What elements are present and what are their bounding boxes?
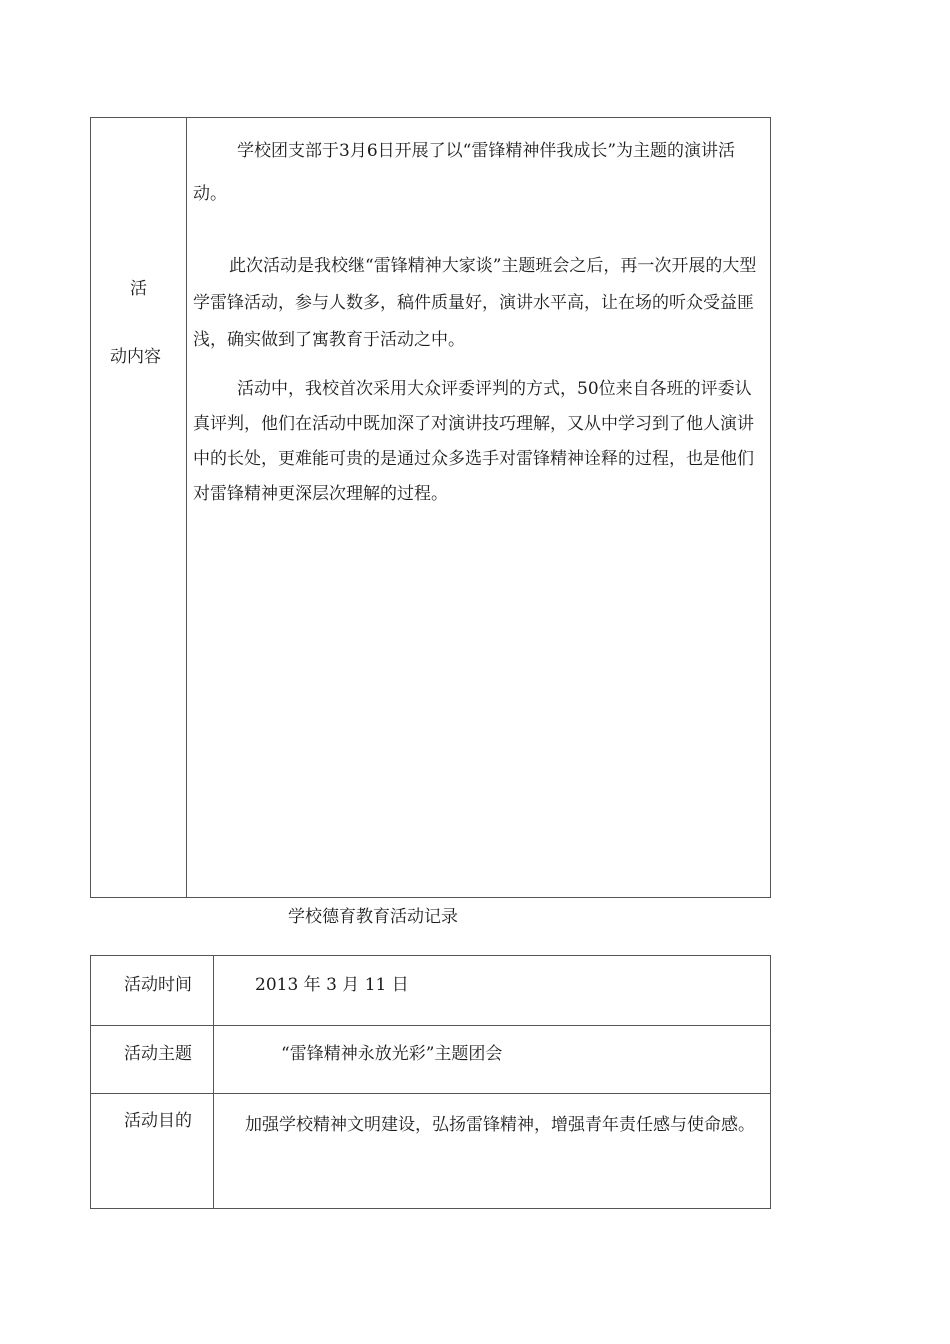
- content-label-line2: 动内容: [110, 347, 161, 367]
- record-title: 学校德育教育活动记录: [288, 907, 458, 927]
- content-paragraph-2: 此次活动是我校继“雷锋精神大家谈”主题班会之后，再一次开展的大型学雷锋活动，参与人数多，稿件质量好，演讲水平高，让在场的听众受益匪浅，确实做到了寓教育于活动之中。: [193, 256, 757, 350]
- purpose-label: 活动目的: [124, 1111, 192, 1131]
- time-label: 活动时间: [124, 975, 192, 995]
- activity-record-table: [90, 955, 771, 1209]
- column-divider: [213, 956, 214, 1208]
- content-label-line1: 活: [130, 279, 147, 299]
- time-value: 2013 年 3 月 11 日: [255, 975, 409, 995]
- column-divider: [186, 118, 187, 897]
- purpose-value: 加强学校精神文明建设，弘扬雷锋精神，增强青年责任感与使命感。: [245, 1115, 755, 1135]
- theme-value: “雷锋精神永放光彩”主题团会: [281, 1044, 503, 1064]
- content-paragraph-1: 学校团支部于3月6日开展了以“雷锋精神伴我成长”为主题的演讲活动。: [193, 141, 736, 204]
- row-divider: [91, 1093, 770, 1094]
- theme-label: 活动主题: [124, 1044, 192, 1064]
- content-paragraph-3: 活动中，我校首次采用大众评委评判的方式，50位来自各班的评委认真评判，他们在活动中既加深了对演讲技巧理解，又从中学习到了他人演讲中的长处，更难能可贵的是通过众多选手对雷锋精神诠释的过程，也是他们对雷锋精神更深层次理解的过程。: [193, 379, 754, 504]
- row-divider: [91, 1025, 770, 1026]
